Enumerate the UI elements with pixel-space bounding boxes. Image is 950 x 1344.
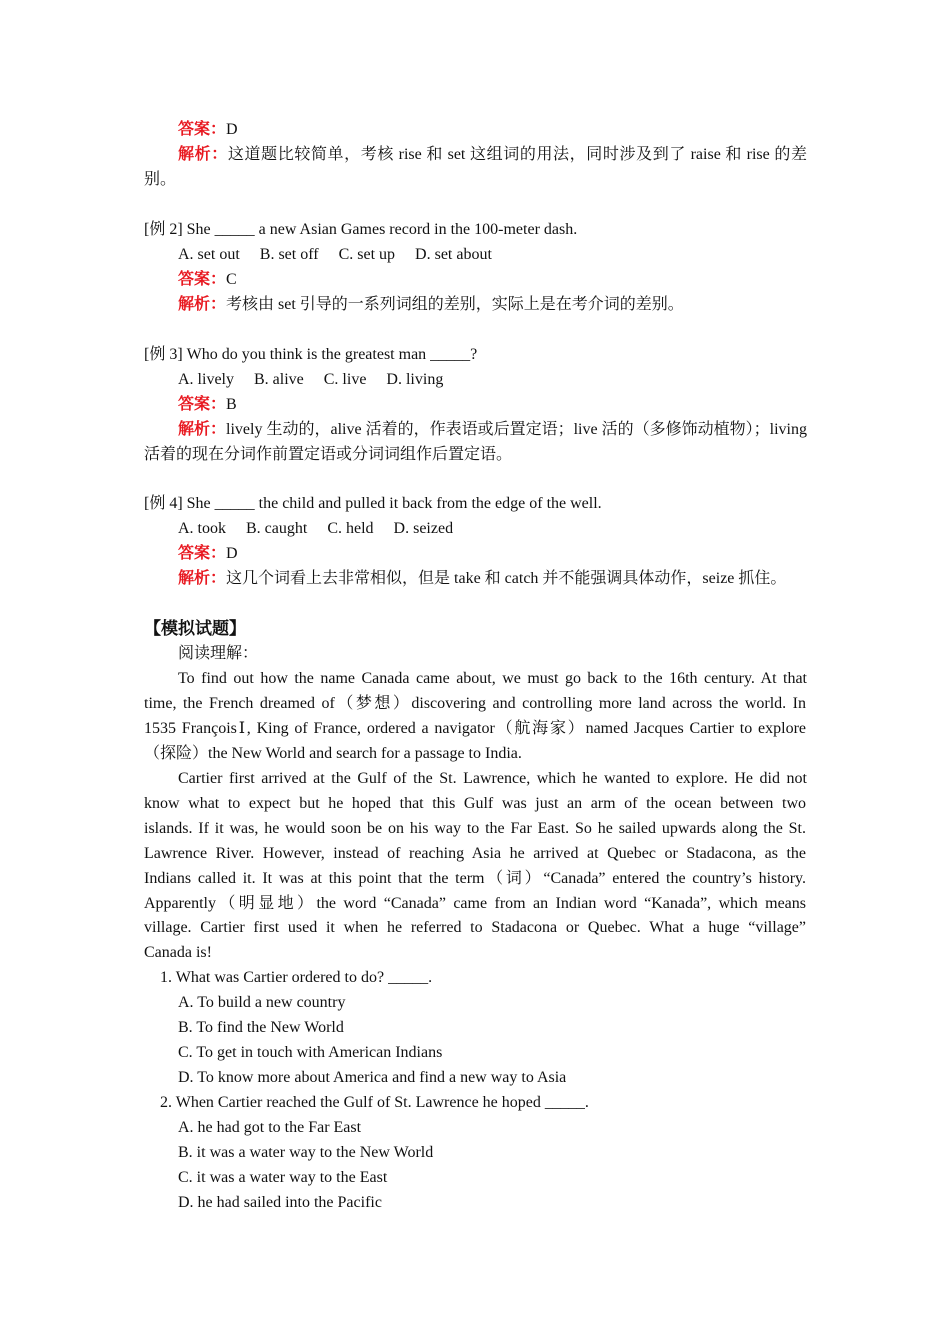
analysis-text: 这几个词看上去非常相似，但是 take 和 catch 并不能强调具体动作，seize 抓住。: [226, 570, 787, 587]
section-subheading: 阅读理解：: [178, 645, 259, 662]
analysis-label: 解析：: [178, 146, 228, 163]
passage-p1-line: To find out how the name Canada came about, we must go back to the 16th century. At that: [178, 670, 807, 687]
answer-value: D: [226, 121, 238, 138]
analysis-label: 解析：: [178, 421, 227, 438]
section-heading: 【模拟试题】: [144, 619, 246, 638]
passage-p2-line: Lawrence River. However, instead of reaching Asia he arrived at Quebec or Stadacona, as the: [144, 845, 806, 862]
passage-p2-line: islands. If it was, he would soon be on his way to the Far East. So he sailed upwards along the St.: [144, 820, 806, 837]
ex3-question: [例 3] Who do you think is the greatest man _____?: [144, 346, 478, 363]
answer-value: B: [226, 396, 237, 413]
ex4-answer-line: [178, 544, 238, 564]
ex4-analysis-line: [178, 569, 786, 589]
answer-value: C: [226, 271, 237, 288]
answer-label: 答案：: [178, 271, 227, 288]
q2-option-c: C. it was a water way to the East: [178, 1169, 388, 1186]
answer-label: 答案：: [178, 121, 227, 138]
passage-p2-line: village. Cartier first used it when he referred to Stadacona or Quebec. What a huge “village”: [144, 919, 806, 936]
ex2-question: [例 2] She _____ a new Asian Games record in the 100-meter dash.: [144, 221, 578, 238]
analysis-text: 这道题比较简单，考核 rise 和 set 这组词的用法，同时涉及到了 raise 和 rise 的差: [227, 146, 807, 163]
passage-p2-line: Indians called it. It was at this point that the term（词）“Canada” entered the country’s history.: [144, 870, 806, 887]
ex2-answer-line: [178, 270, 237, 290]
q2-option-b: B. it was a water way to the New World: [178, 1144, 434, 1161]
q2-option-a: A. he had got to the Far East: [178, 1119, 362, 1136]
ex1-analysis-line: [178, 145, 807, 165]
answer-label: 答案：: [178, 545, 227, 562]
ex2-options: A. set out B. set off C. set up D. set about: [178, 246, 492, 263]
passage-p2-line: Cartier first arrived at the Gulf of the St. Lawrence, which he wanted to explore. He did not: [178, 770, 807, 787]
ex3-analysis-cont: 活着的现在分词作前置定语或分词词组作后置定语。: [144, 446, 513, 463]
answer-label: 答案：: [178, 396, 227, 413]
analysis-label: 解析：: [178, 296, 227, 313]
passage-p2-line: know what to expect but he hoped that this Gulf was just an arm of the ocean between two: [144, 795, 806, 812]
q1-option-d: D. To know more about America and find a new way to Asia: [178, 1069, 567, 1086]
passage-p2-line: Apparently（明显地）the word “Canada” came from an Indian word “Kanada”, which means: [144, 895, 806, 912]
analysis-label: 解析：: [178, 570, 227, 587]
passage-p1-line: 1535 FrançoisⅠ, King of France, ordered a navigator（航海家）named Jacques Cartier to explore: [144, 720, 806, 737]
q1-option-c: C. To get in touch with American Indians: [178, 1044, 443, 1061]
ex3-options: A. lively B. alive C. live D. living: [178, 371, 444, 388]
q1-option-b: B. To find the New World: [178, 1019, 344, 1036]
passage-p1-line: time, the French dreamed of（梦想）discovering and controlling more land across the world. In: [144, 695, 806, 712]
q1-option-a: A. To build a new country: [178, 994, 346, 1011]
ex1-answer-line: [178, 120, 238, 140]
passage-p2-line: Canada is!: [144, 944, 212, 961]
ex3-answer-line: [178, 395, 237, 415]
ex4-options: A. took B. caught C. held D. seized: [178, 520, 454, 537]
q2-option-d: D. he had sailed into the Pacific: [178, 1194, 382, 1211]
analysis-text: lively 生动的，alive 活着的，作表语或后置定语；live 活的（多修饰动植物）；living: [226, 421, 807, 438]
ex1-analysis-cont: 别。: [144, 171, 177, 188]
question-2: 2. When Cartier reached the Gulf of St. Lawrence he hoped _____.: [160, 1094, 589, 1111]
answer-value: D: [226, 545, 238, 562]
passage-p1-line: （探险）the New World and search for a passage to India.: [144, 745, 522, 762]
question-1: 1. What was Cartier ordered to do? _____.: [160, 969, 433, 986]
analysis-text: 考核由 set 引导的一系列词组的差别，实际上是在考介词的差别。: [226, 296, 684, 313]
ex3-analysis-line: [178, 420, 807, 440]
ex2-analysis-line: [178, 295, 684, 315]
ex4-question: [例 4] She _____ the child and pulled it back from the edge of the well.: [144, 495, 602, 512]
